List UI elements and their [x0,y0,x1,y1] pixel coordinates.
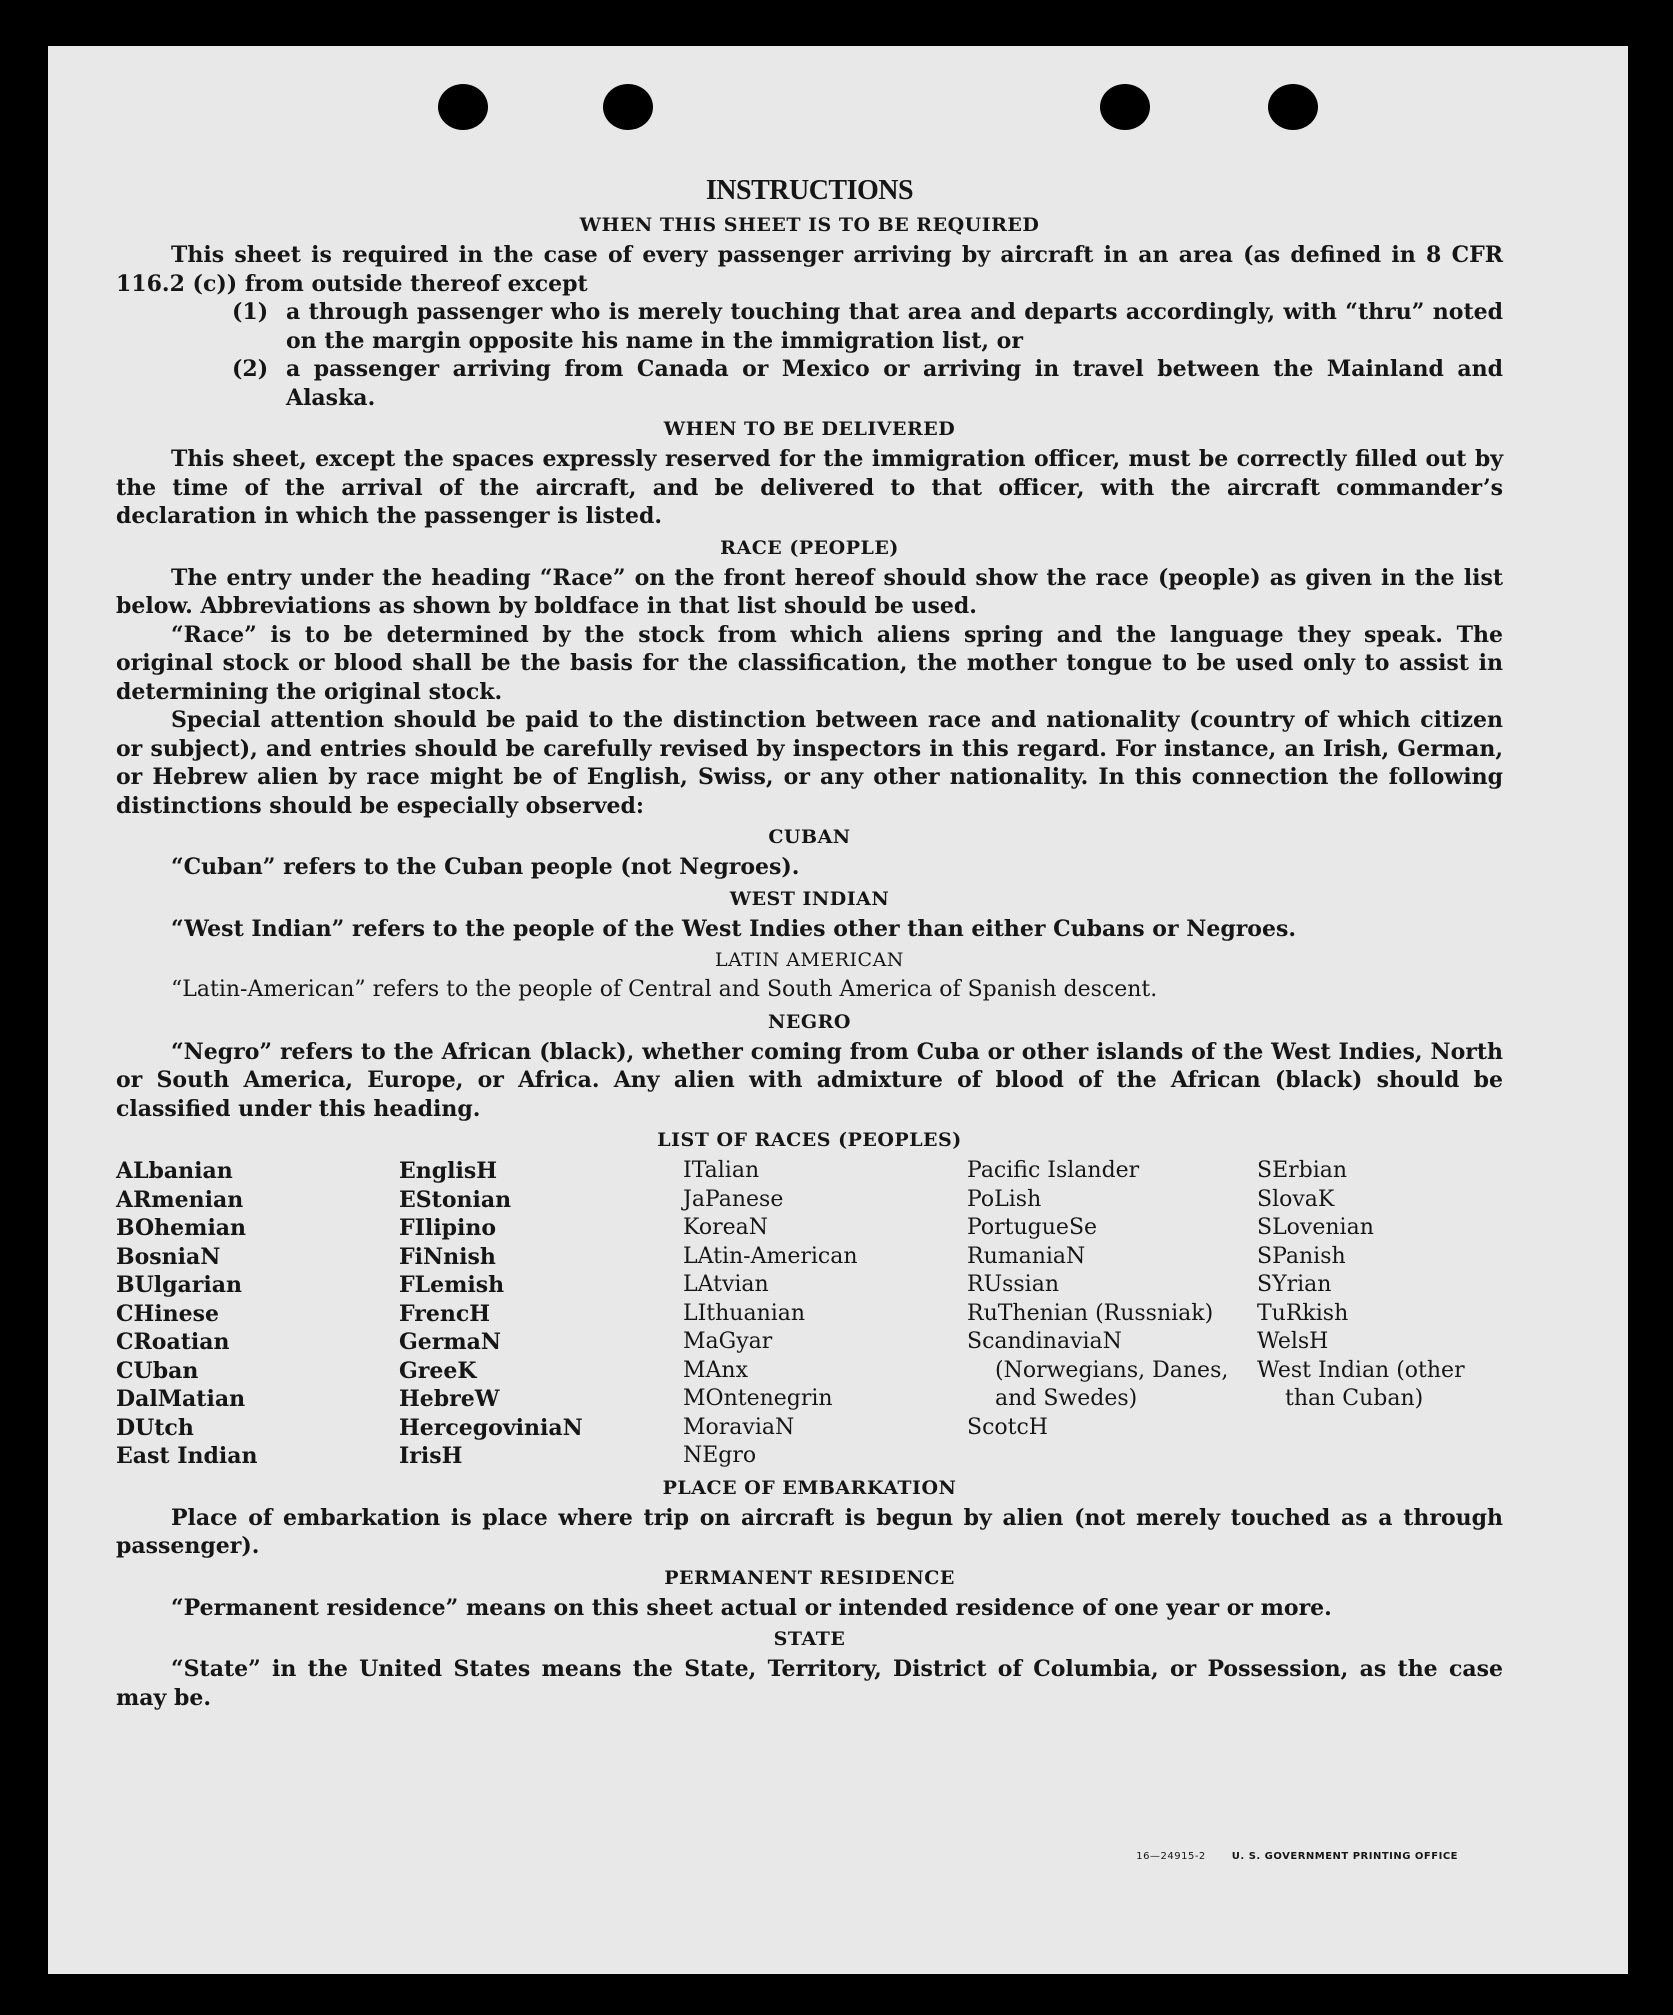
heading-when-required: WHEN THIS SHEET IS TO BE REQUIRED [579,214,1040,236]
race-item: FiNnish [399,1243,496,1270]
race-item: CHinese [116,1300,220,1327]
latin-american-text: “Latin-American” refers to the people of Central and South America of Spanish descent. [171,977,1158,1002]
embarkation-text: Place of embarkation is place where trip on aircraft is begun by alien (not merely touched as a through passenger). [116,1504,1503,1559]
race-item: EnglisH [399,1158,498,1184]
item-number: (1) [232,299,269,325]
punch-hole [438,84,488,130]
race-item: ALbanian [116,1158,233,1184]
race-item: WelsH [1257,1329,1329,1354]
heading-negro: NEGRO [768,1010,851,1033]
race-item: BOhemian [116,1215,247,1241]
instructions-content [116,174,1503,1712]
item-text: a through passenger who is merely touching that area and departs accordingly, with “thru” noted on the margin opposite his name in the immigration list, or [286,299,1503,354]
race-item: FLemish [399,1272,505,1298]
punch-hole [1100,84,1150,130]
race-item: SPanish [1257,1243,1346,1269]
race-item: MoraviaN [683,1414,795,1440]
west-indian-text: “West Indian” refers to the people of the West Indies other than either Cubans or Negroes. [171,915,1297,942]
exception-list [232,298,1503,412]
race-item: MaGyar [683,1329,773,1354]
race-item: BUlgarian [116,1272,242,1298]
race-item: RUssian [967,1272,1060,1297]
negro-text: “Negro” refers to the African (black), whether coming from Cuba or other islands of the West Indies, North or South America, Europe, or Africa. Any alien with admixture of blood of the African (black) should be classified under this heading. [116,1038,1503,1122]
residence-text: “Permanent residence” means on this sheet actual or intended residence of one year or more. [171,1594,1332,1621]
race-column [399,1157,683,1471]
heading-race: RACE (PEOPLE) [720,536,899,559]
race-item: PortugueSe [967,1215,1098,1240]
punch-hole [1268,84,1318,130]
list-item [232,355,1503,412]
heading-permanent-residence: PERMANENT RESIDENCE [664,1566,955,1589]
item-number: (2) [232,356,269,382]
race-item: MOntenegrin [683,1386,833,1411]
race-item: HercegoviniaN [399,1414,583,1441]
race-item: ScandinaviaN (Norwegians, Danes, and Swedes) [967,1329,1229,1411]
race-item: HebreW [399,1386,500,1412]
print-footer [1136,1851,1458,1862]
race-item: SYrian [1257,1272,1332,1297]
race-item: TuRkish [1257,1300,1349,1326]
race-item: CUban [116,1357,199,1384]
heading-embarkation: PLACE OF EMBARKATION [662,1476,957,1499]
heading-list-of-races: LIST OF RACES (PEOPLES) [657,1129,962,1151]
race-paragraph: The entry under the heading “Race” on the front hereof should show the race (people) as given in the list below. Abbreviations as shown by boldface in that list should be used. [116,564,1503,619]
race-item: LAtin-American [683,1243,858,1269]
race-item: ARmenian [116,1186,244,1213]
state-text: “State” in the United States means the State, Territory, District of Columbia, or Possession, as the case may be. [116,1656,1503,1711]
race-item: NEgro [683,1443,757,1468]
race-item: SLovenian [1257,1215,1374,1240]
race-item: ScotcH [967,1414,1048,1440]
race-item: ITalian [683,1158,760,1183]
race-item: East Indian [116,1443,258,1469]
race-item: BosniaN [116,1243,221,1270]
heading-west-indian: WEST INDIAN [729,887,890,910]
printer-imprint: U. S. GOVERNMENT PRINTING OFFICE [1231,1851,1458,1862]
race-item: RuThenian (Russniak) [967,1300,1214,1326]
punch-hole [603,84,653,130]
race-item: RumaniaN [967,1243,1086,1269]
heading-latin-american: LATIN AMERICAN [715,949,904,971]
race-item: SErbian [1257,1158,1348,1183]
heading-state: STATE [773,1628,846,1650]
race-item: CRoatian [116,1329,230,1355]
race-list [116,1157,1503,1471]
race-item: FrencH [399,1300,490,1327]
race-item: IrisH [399,1443,463,1469]
race-item: MAnx [683,1357,748,1383]
race-column [1257,1157,1503,1471]
race-column [683,1157,967,1471]
race-item: DalMatian [116,1386,246,1412]
required-intro: This sheet is required in the case of every passenger arriving by aircraft in an area (as defined in 8 CFR 116.2 (c)) from outside thereof except [116,242,1503,297]
cuban-text: “Cuban” refers to the Cuban people (not Negroes). [171,854,800,880]
race-item: GermaN [399,1329,502,1355]
race-item: GreeK [399,1357,477,1384]
race-item: LIthuanian [683,1300,806,1326]
race-column [967,1157,1257,1471]
race-item: FIlipino [399,1215,497,1241]
race-item: Pacific Islander [967,1158,1140,1183]
race-item: EStonian [399,1186,512,1213]
document-page [48,46,1628,1974]
list-item [232,298,1503,355]
race-item: KoreaN [683,1215,768,1240]
race-item: SlovaK [1257,1186,1335,1212]
page-title: INSTRUCTIONS [705,175,914,206]
race-item: JaPanese [683,1186,784,1212]
race-item: LAtvian [683,1272,769,1297]
delivered-text: This sheet, except the spaces expressly reserved for the immigration officer, must be correctly filled out by the time of the arrival of the aircraft, and be delivered to that officer, with the aircraft commander’s declaration in which the passenger is listed. [116,446,1503,529]
heading-cuban: CUBAN [768,826,851,848]
form-code: 16—24915-2 [1136,1851,1206,1862]
race-item: DUtch [116,1414,194,1441]
race-paragraph: Special attention should be paid to the distinction between race and nationality (country of which citizen or subject), and entries should be carefully revised by inspectors in this regard. For instance, an Irish, German, or Hebrew alien by race might be of English, Swiss, or any other nationality. In this connection the following distinctions should be especially observed: [116,707,1503,819]
race-column [116,1157,399,1471]
race-item: PoLish [967,1186,1042,1212]
item-text: a passenger arriving from Canada or Mexico or arriving in travel between the Mainland and Alaska. [286,356,1503,411]
heading-when-delivered: WHEN TO BE DELIVERED [663,418,956,440]
race-item: West Indian (other than Cuban) [1257,1357,1465,1411]
race-paragraph: “Race” is to be determined by the stock from which aliens spring and the language they speak. The original stock or blood shall be the basis for the classification, the mother tongue to be used only to assist in determining the original stock. [116,621,1503,705]
